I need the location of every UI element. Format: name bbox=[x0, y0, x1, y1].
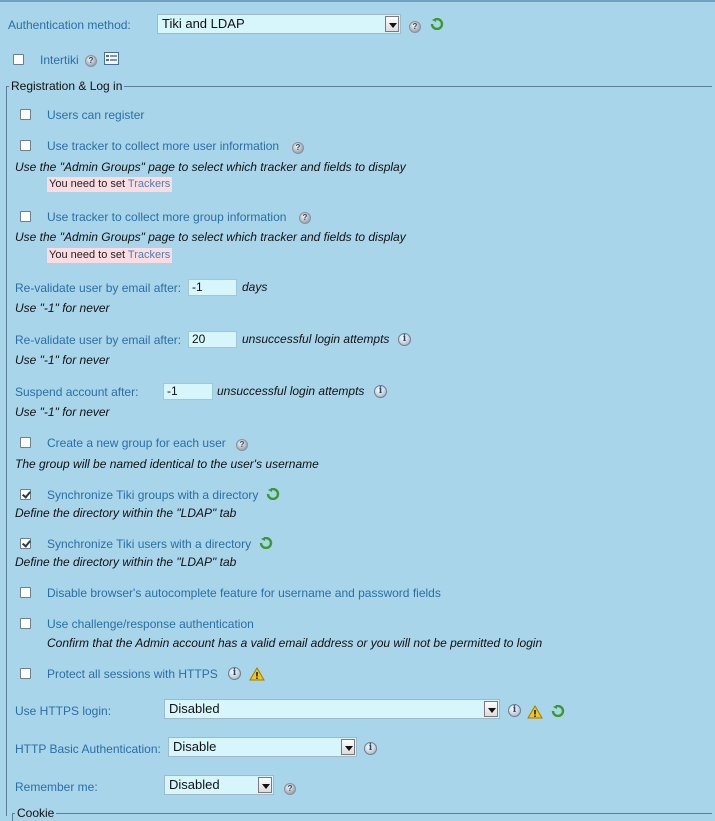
https-login-select[interactable] bbox=[164, 699, 500, 719]
sync-users-checkbox[interactable] bbox=[20, 538, 31, 549]
tracker-group-notice bbox=[47, 248, 172, 263]
autocomplete-label: Disable browser's autocomplete feature for username and password fields bbox=[47, 586, 441, 600]
revalidate-days-label: Re-validate user by email after: bbox=[15, 281, 182, 295]
notice-text: You need to set bbox=[49, 178, 126, 190]
remember-me-label: Remember me: bbox=[15, 780, 98, 794]
suspend-hint: Use "-1" for never bbox=[15, 405, 110, 419]
help-icon[interactable]: ? bbox=[299, 212, 311, 224]
new-group-checkbox[interactable] bbox=[20, 437, 31, 448]
suspend-label: Suspend account after: bbox=[15, 385, 139, 399]
notice-text: You need to set bbox=[49, 249, 126, 261]
https-login-value: Disabled bbox=[169, 701, 220, 716]
sync-users-hint: Define the directory within the "LDAP" tab bbox=[15, 555, 237, 569]
reset-undo-icon[interactable] bbox=[259, 537, 273, 549]
tracker-user-label: Use tracker to collect more user information bbox=[47, 139, 280, 153]
info-icon[interactable]: i bbox=[364, 742, 377, 755]
info-icon[interactable]: i bbox=[228, 667, 241, 680]
http-basic-value: Disable bbox=[173, 739, 217, 754]
https-sessions-label: Protect all sessions with HTTPS bbox=[47, 667, 218, 681]
trackers-link[interactable]: Trackers bbox=[127, 249, 171, 261]
revalidate-days-unit: days bbox=[242, 280, 268, 294]
info-icon[interactable]: i bbox=[374, 385, 387, 398]
revalidate-attempts-input[interactable]: 20 bbox=[188, 331, 237, 348]
remember-me-value: Disabled bbox=[169, 777, 220, 792]
autocomplete-checkbox[interactable] bbox=[20, 587, 31, 598]
revalidate-attempts-unit: unsuccessful login attempts bbox=[242, 332, 390, 346]
suspend-unit: unsuccessful login attempts bbox=[217, 384, 365, 398]
info-icon[interactable]: i bbox=[398, 333, 411, 346]
users-can-register-label: Users can register bbox=[47, 108, 145, 122]
tracker-group-label: Use tracker to collect more group information bbox=[47, 210, 287, 224]
help-icon[interactable]: ? bbox=[85, 55, 97, 67]
revalidate-days-hint: Use "-1" for never bbox=[15, 301, 110, 315]
https-login-label: Use HTTPS login: bbox=[15, 704, 112, 718]
warning-icon bbox=[249, 667, 265, 681]
help-icon[interactable]: ? bbox=[292, 142, 304, 154]
chevron-down-icon[interactable] bbox=[385, 16, 399, 32]
cookie-legend: Cookie bbox=[17, 806, 55, 820]
revalidate-attempts-label: Re-validate user by email after: bbox=[15, 333, 182, 347]
list-view-icon[interactable] bbox=[104, 52, 119, 65]
trackers-link[interactable]: Trackers bbox=[127, 178, 171, 190]
revalidate-attempts-hint: Use "-1" for never bbox=[15, 353, 110, 367]
help-icon[interactable]: ? bbox=[284, 783, 296, 795]
sync-groups-hint: Define the directory within the "LDAP" tab bbox=[15, 506, 237, 520]
intertiki-label: Intertiki bbox=[40, 53, 79, 67]
tracker-user-checkbox[interactable] bbox=[20, 140, 31, 151]
new-group-label: Create a new group for each user bbox=[47, 436, 226, 450]
chevron-down-icon[interactable] bbox=[258, 777, 272, 793]
tracker-group-checkbox[interactable] bbox=[20, 211, 31, 222]
challenge-hint: Confirm that the Admin account has a valid email address or you will not be permitted to login bbox=[47, 636, 543, 650]
cookie-fieldset-left bbox=[12, 813, 13, 821]
users-can-register-checkbox[interactable] bbox=[20, 109, 31, 120]
tracker-group-hint: Use the "Admin Groups" page to select which tracker and fields to display bbox=[15, 230, 406, 244]
suspend-input[interactable]: -1 bbox=[163, 383, 213, 400]
auth-method-select[interactable] bbox=[157, 14, 401, 34]
sync-groups-checkbox[interactable] bbox=[20, 489, 31, 500]
challenge-label: Use challenge/response authentication bbox=[47, 617, 254, 631]
challenge-checkbox[interactable] bbox=[20, 618, 31, 629]
new-group-hint: The group will be named identical to the user's username bbox=[15, 457, 319, 471]
revalidate-days-input[interactable]: -1 bbox=[188, 279, 237, 296]
chevron-down-icon[interactable] bbox=[484, 701, 498, 717]
reset-undo-icon[interactable] bbox=[551, 705, 565, 717]
tracker-user-notice bbox=[47, 177, 172, 192]
reset-undo-icon[interactable] bbox=[266, 488, 280, 500]
cookie-fieldset-top bbox=[12, 813, 712, 814]
registration-fieldset-left bbox=[6, 86, 7, 816]
intertiki-checkbox[interactable] bbox=[13, 54, 24, 65]
help-icon[interactable]: ? bbox=[236, 439, 248, 451]
warning-icon bbox=[527, 705, 543, 719]
help-icon[interactable]: ? bbox=[409, 21, 421, 33]
reset-undo-icon[interactable] bbox=[430, 18, 444, 30]
tracker-user-hint: Use the "Admin Groups" page to select which tracker and fields to display bbox=[15, 160, 406, 174]
info-icon[interactable]: i bbox=[508, 704, 521, 717]
sync-groups-label: Synchronize Tiki groups with a directory bbox=[47, 488, 259, 502]
auth-method-label: Authentication method: bbox=[8, 18, 131, 32]
sync-users-label: Synchronize Tiki users with a directory bbox=[47, 537, 252, 551]
http-basic-select[interactable] bbox=[168, 737, 357, 757]
http-basic-label: HTTP Basic Authentication: bbox=[15, 742, 161, 756]
top-border bbox=[0, 0, 715, 2]
auth-method-value: Tiki and LDAP bbox=[162, 16, 245, 31]
chevron-down-icon[interactable] bbox=[341, 739, 355, 755]
remember-me-select[interactable] bbox=[164, 775, 274, 795]
registration-legend: Registration & Log in bbox=[11, 79, 123, 93]
https-sessions-checkbox[interactable] bbox=[20, 668, 31, 679]
